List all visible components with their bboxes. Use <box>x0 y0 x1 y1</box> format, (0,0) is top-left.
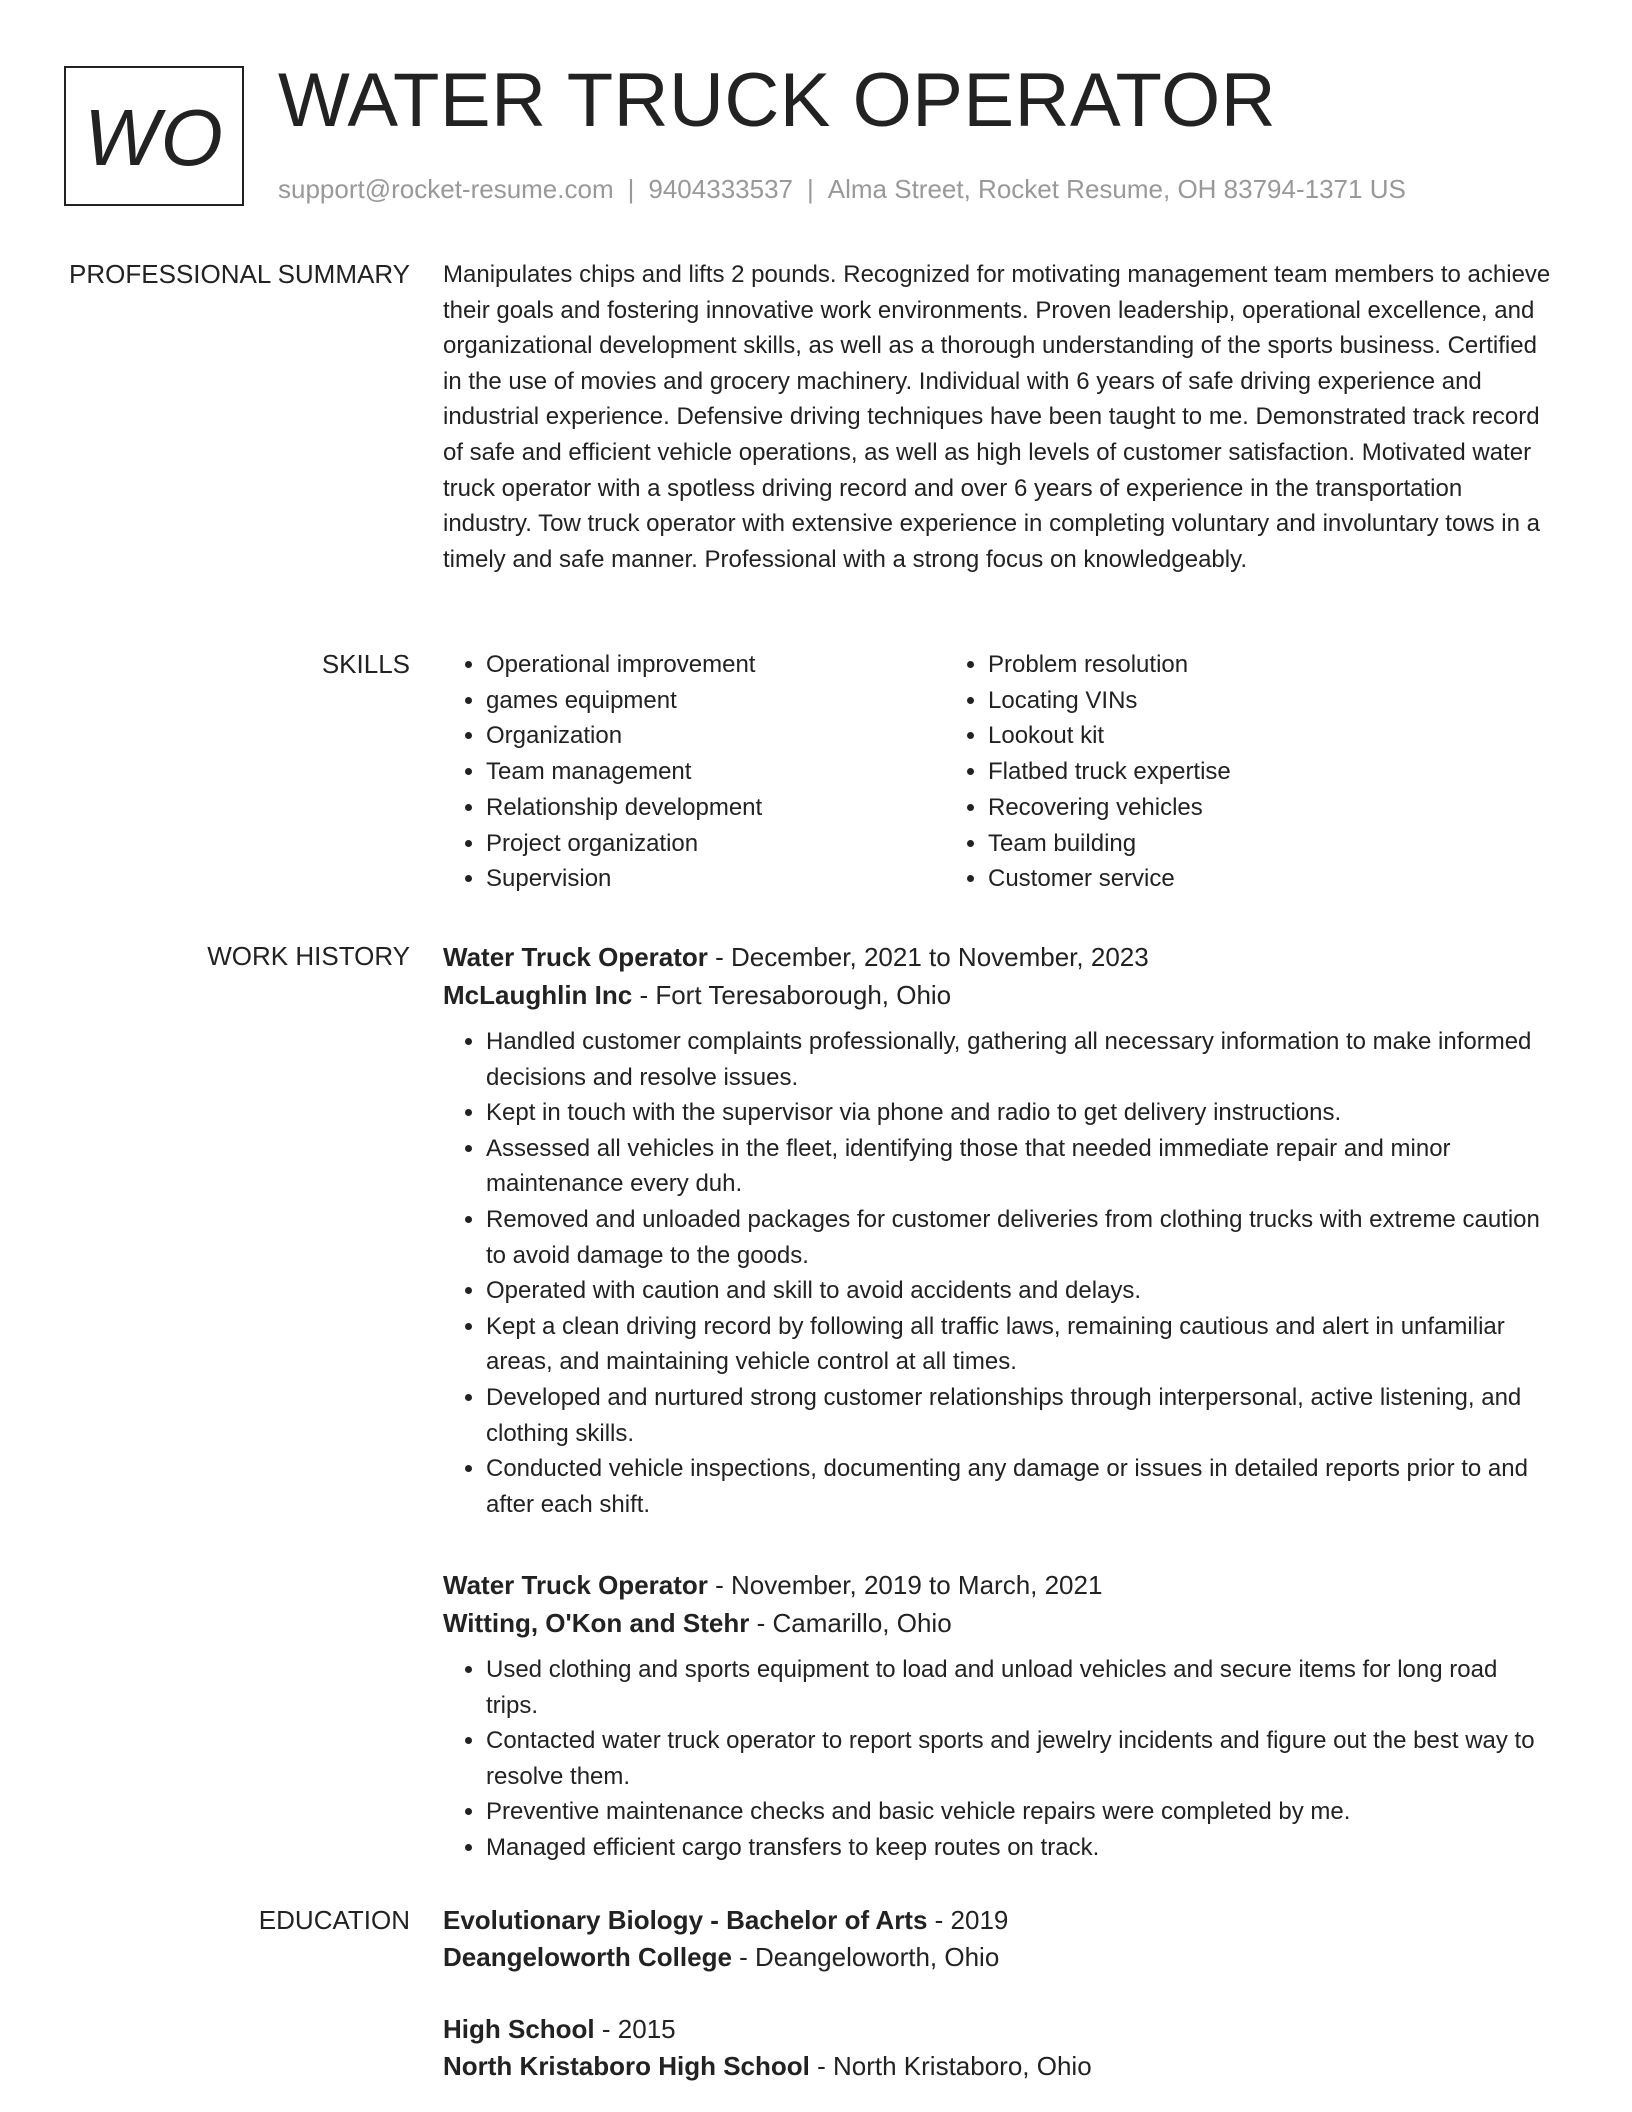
candidate-name: WATER TRUCK OPERATOR <box>278 58 1277 143</box>
education-school-line <box>443 1939 1551 1976</box>
job-bullet: • Developed and nurtured strong customer relationships through interpersonal, active listening, and clothing skills. <box>486 1380 1551 1451</box>
education-school-line <box>443 2048 1551 2085</box>
job-company-line <box>443 1604 1551 1642</box>
skill-item: • Operational improvement <box>486 647 945 683</box>
summary-section <box>443 257 1551 577</box>
job-bullet: • Assessed all vehicles in the fleet, identifying those that needed immediate repair and minor maintenance every duh. <box>486 1131 1551 1202</box>
education-entry <box>443 2011 1551 2085</box>
skill-item: • Organization <box>486 718 945 754</box>
education-degree-line <box>443 2011 1551 2048</box>
job-dates: - November, 2019 to March, 2021 <box>707 1570 1103 1600</box>
skill-item: • Team building <box>988 826 1231 862</box>
contact-email: support@rocket-resume.com <box>278 174 614 204</box>
section-label-skills: SKILLS <box>321 649 410 679</box>
section-label-education: EDUCATION <box>258 1905 410 1935</box>
job-bullet: • Contacted water truck operator to report sports and jewelry incidents and figure out the best way to resolve them. <box>486 1723 1551 1794</box>
skill-item: • Locating VINs <box>988 683 1231 719</box>
job-location: - Fort Teresaborough, Ohio <box>632 980 952 1010</box>
job-entry <box>443 938 1551 1522</box>
education-degree: Evolutionary Biology - Bachelor of Arts <box>443 1905 928 1935</box>
job-company: McLaughlin Inc <box>443 980 633 1010</box>
job-bullet: • Handled customer complaints professionally, gathering all necessary information to make informed decisions and resolve issues. <box>486 1024 1551 1095</box>
monogram-box <box>64 66 244 206</box>
skills-section <box>443 647 1551 897</box>
job-entry <box>443 1566 1551 1866</box>
skill-item: • Flatbed truck expertise <box>988 754 1231 790</box>
skill-item: • Lookout kit <box>988 718 1231 754</box>
contact-phone: 9404333537 <box>648 174 793 204</box>
skill-item: • Team management <box>486 754 945 790</box>
job-company-line <box>443 976 1551 1014</box>
job-title-line <box>443 938 1551 976</box>
section-label-summary: PROFESSIONAL SUMMARY <box>69 259 410 289</box>
contact-line <box>278 172 1406 206</box>
monogram-initials: WO <box>84 93 224 182</box>
skill-item: • Project organization <box>486 826 945 862</box>
education-location: - North Kristaboro, Ohio <box>809 2051 1092 2081</box>
job-bullet: • Operated with caution and skill to avoid accidents and delays. <box>486 1273 1551 1309</box>
skill-item: • Relationship development <box>486 790 945 826</box>
contact-separator: | <box>807 174 814 204</box>
education-year: - 2019 <box>927 1905 1009 1935</box>
job-bullet: • Managed efficient cargo transfers to keep routes on track. <box>486 1830 1551 1866</box>
job-bullets <box>443 1024 1551 1522</box>
education-degree: High School <box>443 2014 595 2044</box>
education-school: Deangeloworth College <box>443 1942 732 1972</box>
education-degree-line <box>443 1902 1551 1939</box>
skill-item: • Problem resolution <box>988 647 1231 683</box>
education-location: - Deangeloworth, Ohio <box>731 1942 1000 1972</box>
job-title: Water Truck Operator <box>443 942 708 972</box>
job-dates: - December, 2021 to November, 2023 <box>707 942 1149 972</box>
job-bullet: • Preventive maintenance checks and basic vehicle repairs were completed by me. <box>486 1794 1551 1830</box>
job-bullet: • Conducted vehicle inspections, documenting any damage or issues in detailed reports prior to and after each shift. <box>486 1451 1551 1522</box>
skill-item: • Supervision <box>486 861 945 897</box>
section-label-work-history: WORK HISTORY <box>207 941 410 971</box>
summary-text: Manipulates chips and lifts 2 pounds. Recognized for motivating management team members to achieve their goals and fostering innovative work environments. Proven leadership, operational excellence, and organizational development skills, as well as a thorough understanding of the sports business. Certified in the use of movies and grocery machinery. Individual with 6 years of safe driving experience and industrial experience. Defensive driving techniques have been taught to me. Demonstrated track record of safe and efficient vehicle operations, as well as high levels of customer satisfaction. Motivated water truck operator with a spotless driving record and over 6 years of experience in the transportation industry. Tow truck operator with extensive experience in completing voluntary and involuntary tows in a timely and safe manner. Professional with a strong focus on knowledgeably. <box>443 261 1551 573</box>
contact-separator: | <box>627 174 635 204</box>
education-school: North Kristaboro High School <box>443 2051 810 2081</box>
job-bullet: • Used clothing and sports equipment to load and unload vehicles and secure items for long road trips. <box>486 1652 1551 1723</box>
education-year: - 2015 <box>594 2014 676 2044</box>
job-location: - Camarillo, Ohio <box>749 1608 952 1638</box>
job-bullet: • Kept a clean driving record by following all traffic laws, remaining cautious and alert in unfamiliar areas, and maintaining vehicle control at all times. <box>486 1309 1551 1380</box>
skill-item: • Customer service <box>988 861 1231 897</box>
job-title: Water Truck Operator <box>443 1570 708 1600</box>
contact-address: Alma Street, Rocket Resume, OH 83794-1371 US <box>827 174 1406 204</box>
job-bullet: • Removed and unloaded packages for customer deliveries from clothing trucks with extreme caution to avoid damage to the goods. <box>486 1202 1551 1273</box>
education-entry <box>443 1902 1551 1976</box>
job-company: Witting, O'Kon and Stehr <box>443 1608 750 1638</box>
job-title-line <box>443 1566 1551 1604</box>
job-bullets <box>443 1652 1551 1866</box>
skills-column-2 <box>945 647 1231 897</box>
skills-column-1 <box>443 647 945 897</box>
job-bullet: • Kept in touch with the supervisor via phone and radio to get delivery instructions. <box>486 1095 1551 1131</box>
skill-item: • games equipment <box>486 683 945 719</box>
skill-item: • Recovering vehicles <box>988 790 1231 826</box>
